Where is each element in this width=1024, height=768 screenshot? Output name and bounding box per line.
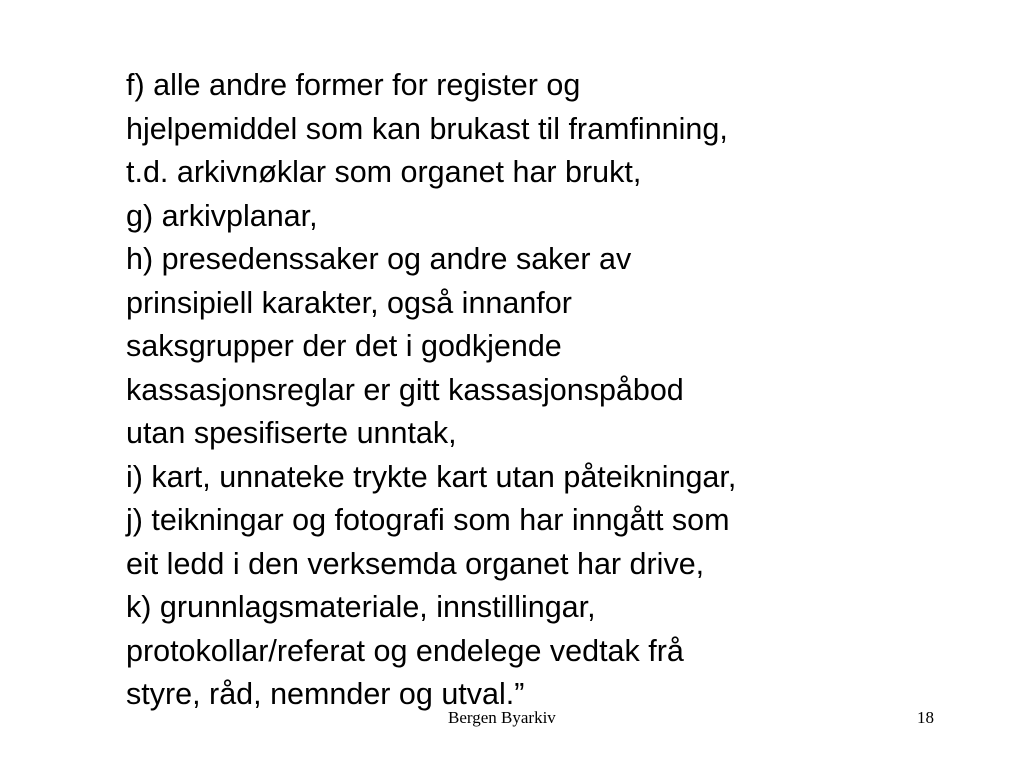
text-line: saksgrupper der det i godkjende	[126, 329, 562, 363]
text-line: protokollar/referat og endelege vedtak frå	[126, 633, 684, 668]
text-line: f) alle andre former for register og	[126, 68, 581, 102]
text-line: j) teikningar og fotografi som har inngått som	[126, 503, 730, 537]
text-line: utan spesifiserte unntak,	[126, 416, 457, 450]
footer-organization: Bergen Byarkiv	[448, 708, 556, 727]
text-line: i) kart, unnateke trykte kart utan påteikningar,	[126, 459, 737, 494]
text-line: prinsipiell karakter, også innanfor	[126, 285, 572, 320]
text-line: eit ledd i den verksemda organet har drive,	[126, 546, 705, 581]
text-line: kassasjonsreglar er gitt kassasjonspåbod	[126, 372, 684, 407]
slide-body-text	[126, 64, 986, 717]
footer-page-number: 18	[917, 708, 934, 727]
text-line: hjelpemiddel som kan brukast til framfinning,	[126, 111, 728, 146]
text-line: t.d. arkivnøklar som organet har brukt,	[126, 155, 642, 189]
text-line: styre, råd, nemnder og utval.”	[126, 677, 525, 711]
text-line: g) arkivplanar,	[126, 198, 318, 233]
text-line: k) grunnlagsmateriale, innstillingar,	[126, 590, 596, 624]
text-line: h) presedenssaker og andre saker av	[126, 242, 632, 276]
